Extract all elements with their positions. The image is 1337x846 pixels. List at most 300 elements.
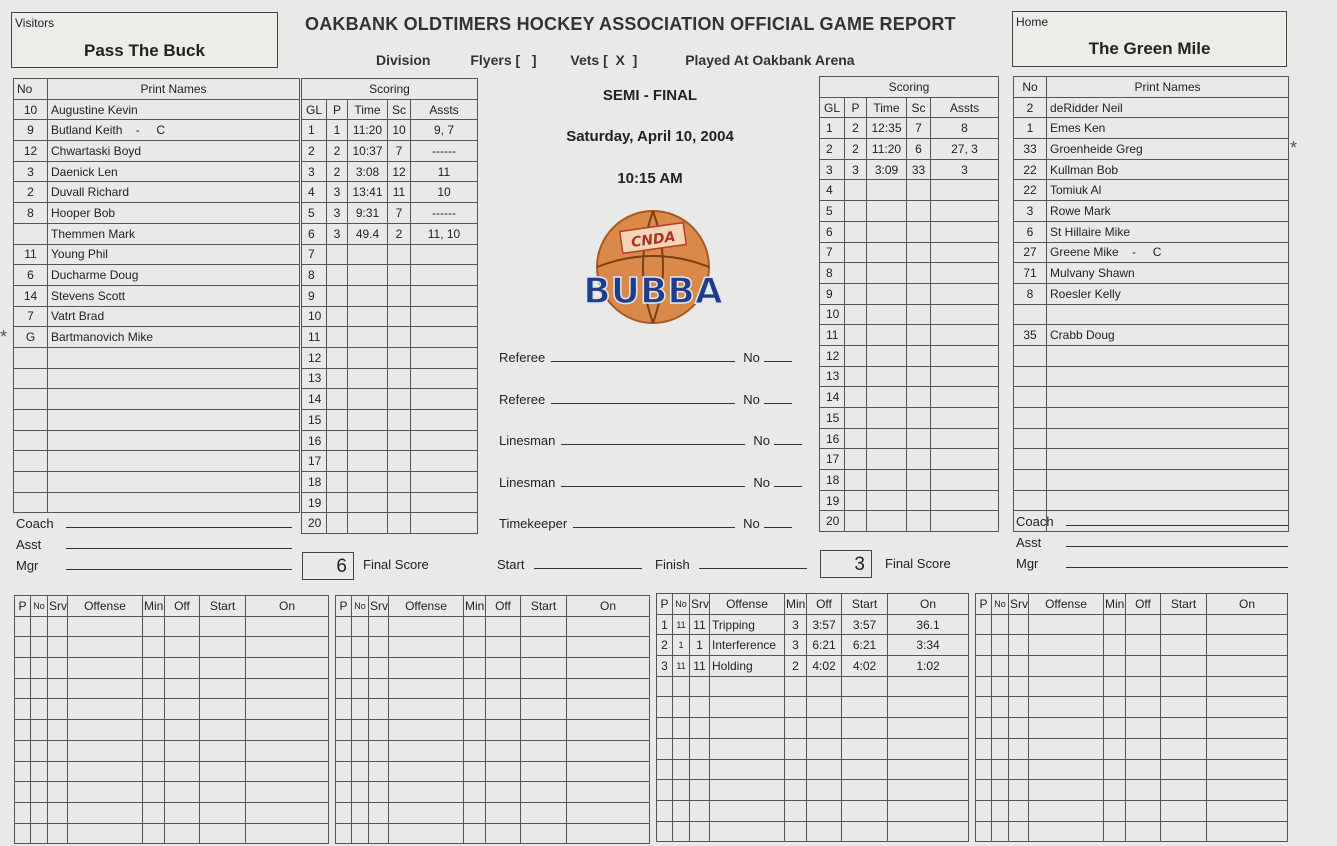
penalty-cell[interactable]	[657, 738, 673, 759]
penalty-cell[interactable]: 3	[657, 656, 673, 677]
player-number[interactable]	[14, 492, 48, 513]
scoring-cell[interactable]	[867, 345, 907, 366]
scoring-cell[interactable]: 2	[388, 223, 411, 244]
scoring-cell[interactable]	[867, 221, 907, 242]
penalty-cell[interactable]	[68, 782, 143, 803]
penalty-cell[interactable]	[48, 740, 68, 761]
penalty-cell[interactable]	[1207, 697, 1288, 718]
player-number[interactable]: 8	[1014, 283, 1047, 304]
penalty-cell[interactable]	[336, 740, 352, 761]
penalty-cell[interactable]	[1207, 821, 1288, 842]
penalty-cell[interactable]	[1161, 821, 1207, 842]
player-number[interactable]: 1	[1014, 118, 1047, 139]
staff-name-line[interactable]	[1066, 535, 1288, 547]
penalty-cell[interactable]: 11	[690, 614, 710, 635]
scoring-cell[interactable]: 3	[845, 159, 867, 180]
penalty-cell[interactable]	[690, 821, 710, 842]
penalty-cell[interactable]	[992, 676, 1009, 697]
penalty-cell[interactable]	[992, 614, 1009, 635]
scoring-cell[interactable]	[411, 410, 478, 431]
penalty-cell[interactable]	[1161, 738, 1207, 759]
penalty-cell[interactable]	[369, 720, 389, 741]
penalty-cell[interactable]	[15, 637, 31, 658]
scoring-cell[interactable]	[327, 306, 348, 327]
player-name[interactable]: Ducharme Doug	[48, 265, 300, 286]
penalty-cell[interactable]	[200, 678, 246, 699]
player-name[interactable]: Rowe Mark	[1047, 201, 1289, 222]
player-name[interactable]	[1047, 387, 1289, 408]
scoring-cell[interactable]: 1	[327, 120, 348, 141]
penalty-cell[interactable]	[842, 780, 888, 801]
scoring-cell[interactable]	[867, 387, 907, 408]
player-name[interactable]: St Hillaire Mike	[1047, 221, 1289, 242]
scoring-cell[interactable]	[867, 408, 907, 429]
penalty-cell[interactable]	[486, 802, 521, 823]
player-number[interactable]: 12	[14, 141, 48, 162]
penalty-cell[interactable]	[673, 800, 690, 821]
penalty-cell[interactable]	[1161, 614, 1207, 635]
penalty-cell[interactable]	[521, 782, 567, 803]
penalty-cell[interactable]: 3:34	[888, 635, 969, 656]
penalty-cell[interactable]	[389, 699, 464, 720]
scoring-cell[interactable]	[327, 347, 348, 368]
penalty-cell[interactable]	[992, 738, 1009, 759]
scoring-cell[interactable]	[845, 366, 867, 387]
player-number[interactable]: 3	[1014, 201, 1047, 222]
penalty-cell[interactable]	[976, 738, 992, 759]
penalty-cell[interactable]	[48, 761, 68, 782]
penalty-cell[interactable]	[486, 740, 521, 761]
penalty-cell[interactable]	[246, 823, 329, 844]
penalty-cell[interactable]: Interference	[710, 635, 785, 656]
scoring-cell[interactable]	[327, 492, 348, 513]
penalty-cell[interactable]	[68, 678, 143, 699]
penalty-cell[interactable]	[336, 699, 352, 720]
penalty-cell[interactable]	[1029, 800, 1104, 821]
penalty-cell[interactable]	[807, 676, 842, 697]
scoring-cell[interactable]	[867, 470, 907, 491]
penalty-cell[interactable]	[785, 697, 807, 718]
penalty-cell[interactable]	[369, 761, 389, 782]
penalty-cell[interactable]	[1126, 635, 1161, 656]
penalty-cell[interactable]	[165, 678, 200, 699]
penalty-cell[interactable]	[336, 678, 352, 699]
scoring-cell[interactable]	[388, 492, 411, 513]
staff-row[interactable]	[16, 558, 292, 573]
player-name[interactable]	[48, 410, 300, 431]
scoring-cell[interactable]	[931, 366, 999, 387]
penalty-cell[interactable]	[657, 676, 673, 697]
penalty-cell[interactable]	[352, 720, 369, 741]
penalty-cell[interactable]	[976, 697, 992, 718]
penalty-cell[interactable]	[15, 782, 31, 803]
penalty-cell[interactable]	[15, 740, 31, 761]
scoring-cell[interactable]	[907, 387, 931, 408]
scoring-cell[interactable]: 7	[388, 203, 411, 224]
penalty-cell[interactable]	[992, 800, 1009, 821]
scoring-cell[interactable]	[931, 345, 999, 366]
scoring-cell[interactable]	[411, 306, 478, 327]
penalty-cell[interactable]	[48, 616, 68, 637]
scoring-cell[interactable]	[931, 387, 999, 408]
scoring-cell[interactable]	[845, 408, 867, 429]
scoring-cell[interactable]: 11:20	[867, 139, 907, 160]
scoring-cell[interactable]	[388, 327, 411, 348]
scoring-cell[interactable]	[931, 325, 999, 346]
penalty-cell[interactable]	[200, 658, 246, 679]
scoring-cell[interactable]	[348, 430, 388, 451]
penalty-cell[interactable]	[521, 740, 567, 761]
scoring-cell[interactable]	[907, 490, 931, 511]
penalty-cell[interactable]: 1:02	[888, 656, 969, 677]
official-name-line[interactable]	[551, 392, 735, 404]
penalty-cell[interactable]	[389, 616, 464, 637]
penalty-cell[interactable]	[464, 699, 486, 720]
penalty-cell[interactable]	[246, 740, 329, 761]
scoring-cell[interactable]	[327, 244, 348, 265]
penalty-cell[interactable]	[567, 823, 650, 844]
penalty-cell[interactable]	[200, 740, 246, 761]
scoring-cell[interactable]	[411, 430, 478, 451]
scoring-cell[interactable]: 9:31	[348, 203, 388, 224]
player-number[interactable]: 9	[14, 120, 48, 141]
scoring-cell[interactable]	[388, 451, 411, 472]
scoring-cell[interactable]	[348, 244, 388, 265]
penalty-cell[interactable]	[31, 658, 48, 679]
penalty-cell[interactable]	[1009, 821, 1029, 842]
player-number[interactable]	[1014, 304, 1047, 325]
scoring-cell[interactable]: 2	[845, 118, 867, 139]
penalty-cell[interactable]	[48, 823, 68, 844]
penalty-cell[interactable]	[200, 802, 246, 823]
scoring-cell[interactable]: 8	[931, 118, 999, 139]
penalty-cell[interactable]	[165, 802, 200, 823]
penalty-cell[interactable]	[165, 616, 200, 637]
penalty-cell[interactable]	[15, 720, 31, 741]
player-name[interactable]: Roesler Kelly	[1047, 283, 1289, 304]
penalty-cell[interactable]	[31, 678, 48, 699]
penalty-cell[interactable]	[888, 780, 969, 801]
scoring-cell[interactable]: 7	[907, 118, 931, 139]
scoring-cell[interactable]	[411, 347, 478, 368]
scoring-cell[interactable]	[867, 325, 907, 346]
penalty-cell[interactable]	[389, 658, 464, 679]
staff-row[interactable]	[1016, 514, 1288, 529]
penalty-cell[interactable]	[1161, 780, 1207, 801]
penalty-cell[interactable]	[369, 740, 389, 761]
player-number[interactable]: 10	[14, 99, 48, 120]
penalty-cell[interactable]	[1104, 780, 1126, 801]
penalty-cell[interactable]	[1207, 800, 1288, 821]
scoring-cell[interactable]	[907, 201, 931, 222]
penalty-cell[interactable]	[31, 740, 48, 761]
penalty-cell[interactable]: 6:21	[842, 635, 888, 656]
penalty-cell[interactable]	[48, 658, 68, 679]
penalty-cell[interactable]: 11	[690, 656, 710, 677]
penalty-cell[interactable]	[1161, 656, 1207, 677]
penalty-cell[interactable]: 2	[785, 656, 807, 677]
penalty-cell[interactable]	[710, 780, 785, 801]
penalty-cell[interactable]	[842, 676, 888, 697]
penalty-cell[interactable]	[352, 823, 369, 844]
scoring-cell[interactable]	[845, 180, 867, 201]
penalty-cell[interactable]	[1207, 780, 1288, 801]
penalty-cell[interactable]	[690, 676, 710, 697]
penalty-cell[interactable]	[31, 699, 48, 720]
penalty-cell[interactable]	[1104, 738, 1126, 759]
penalty-cell[interactable]	[369, 616, 389, 637]
penalty-cell[interactable]	[68, 658, 143, 679]
penalty-cell[interactable]	[246, 761, 329, 782]
penalty-cell[interactable]	[464, 616, 486, 637]
penalty-cell[interactable]	[1104, 635, 1126, 656]
penalty-cell[interactable]	[48, 699, 68, 720]
scoring-cell[interactable]	[327, 327, 348, 348]
official-no-line[interactable]	[764, 516, 792, 528]
penalty-cell[interactable]	[1009, 697, 1029, 718]
scoring-cell[interactable]	[411, 368, 478, 389]
player-number[interactable]	[1014, 408, 1047, 429]
scoring-cell[interactable]	[411, 492, 478, 513]
scoring-cell[interactable]	[907, 345, 931, 366]
penalty-cell[interactable]	[31, 720, 48, 741]
penalty-cell[interactable]	[1161, 759, 1207, 780]
scoring-cell[interactable]: 11	[411, 161, 478, 182]
penalty-cell[interactable]	[48, 782, 68, 803]
scoring-cell[interactable]	[845, 263, 867, 284]
penalty-cell[interactable]	[31, 637, 48, 658]
scoring-cell[interactable]	[931, 201, 999, 222]
scoring-cell[interactable]	[867, 428, 907, 449]
penalty-cell[interactable]	[807, 738, 842, 759]
player-name[interactable]	[1047, 366, 1289, 387]
penalty-cell[interactable]	[200, 699, 246, 720]
penalty-cell[interactable]	[336, 761, 352, 782]
scoring-cell[interactable]	[411, 265, 478, 286]
scoring-cell[interactable]	[388, 306, 411, 327]
penalty-cell[interactable]	[464, 802, 486, 823]
penalty-cell[interactable]	[1029, 635, 1104, 656]
scoring-cell[interactable]	[327, 410, 348, 431]
player-name[interactable]	[1047, 428, 1289, 449]
scoring-cell[interactable]	[931, 221, 999, 242]
penalty-cell[interactable]	[567, 699, 650, 720]
penalty-cell[interactable]	[567, 720, 650, 741]
scoring-cell[interactable]	[348, 265, 388, 286]
penalty-cell[interactable]	[1009, 614, 1029, 635]
penalty-cell[interactable]	[888, 759, 969, 780]
penalty-cell[interactable]	[710, 738, 785, 759]
start-field[interactable]	[497, 557, 642, 572]
scoring-cell[interactable]	[845, 283, 867, 304]
player-number[interactable]: 22	[1014, 180, 1047, 201]
penalty-cell[interactable]	[486, 616, 521, 637]
penalty-cell[interactable]	[389, 678, 464, 699]
scoring-cell[interactable]	[867, 490, 907, 511]
penalty-cell[interactable]	[143, 720, 165, 741]
penalty-cell[interactable]	[521, 616, 567, 637]
scoring-cell[interactable]	[867, 511, 907, 532]
penalty-cell[interactable]	[1104, 656, 1126, 677]
scoring-cell[interactable]	[845, 490, 867, 511]
penalty-cell[interactable]	[143, 637, 165, 658]
penalty-cell[interactable]	[1126, 800, 1161, 821]
penalty-cell[interactable]	[143, 658, 165, 679]
penalty-cell[interactable]	[1126, 656, 1161, 677]
scoring-cell[interactable]	[348, 472, 388, 493]
penalty-cell[interactable]	[1104, 718, 1126, 739]
penalty-cell[interactable]	[807, 821, 842, 842]
penalty-cell[interactable]	[352, 637, 369, 658]
player-name[interactable]: Emes Ken	[1047, 118, 1289, 139]
scoring-cell[interactable]	[388, 244, 411, 265]
penalty-cell[interactable]	[352, 802, 369, 823]
penalty-cell[interactable]: 11	[673, 614, 690, 635]
penalty-cell[interactable]	[165, 740, 200, 761]
scoring-cell[interactable]	[411, 285, 478, 306]
penalty-cell[interactable]: 6:21	[807, 635, 842, 656]
scoring-cell[interactable]	[348, 492, 388, 513]
staff-row[interactable]	[16, 537, 292, 552]
penalty-cell[interactable]	[464, 823, 486, 844]
scoring-cell[interactable]	[931, 449, 999, 470]
penalty-cell[interactable]	[1029, 780, 1104, 801]
scoring-cell[interactable]	[907, 180, 931, 201]
penalty-cell[interactable]	[1009, 656, 1029, 677]
penalty-cell[interactable]	[710, 697, 785, 718]
penalty-cell[interactable]	[785, 800, 807, 821]
penalty-cell[interactable]	[486, 720, 521, 741]
player-number[interactable]	[1014, 387, 1047, 408]
player-number[interactable]	[14, 430, 48, 451]
penalty-cell[interactable]	[68, 802, 143, 823]
penalty-cell[interactable]	[567, 658, 650, 679]
scoring-cell[interactable]: 3:08	[348, 161, 388, 182]
penalty-cell[interactable]	[567, 678, 650, 699]
penalty-cell[interactable]	[68, 616, 143, 637]
penalty-cell[interactable]	[1029, 614, 1104, 635]
scoring-cell[interactable]	[327, 451, 348, 472]
player-name[interactable]: Crabb Doug	[1047, 325, 1289, 346]
scoring-cell[interactable]	[348, 410, 388, 431]
scoring-cell[interactable]	[327, 430, 348, 451]
penalty-cell[interactable]	[567, 782, 650, 803]
player-name[interactable]: Themmen Mark	[48, 223, 300, 244]
penalty-cell[interactable]: 1	[673, 635, 690, 656]
player-number[interactable]: 14	[14, 285, 48, 306]
penalty-cell[interactable]	[673, 676, 690, 697]
scoring-cell[interactable]: 7	[388, 141, 411, 162]
scoring-cell[interactable]	[845, 221, 867, 242]
penalty-cell[interactable]	[1029, 759, 1104, 780]
penalty-cell[interactable]	[200, 637, 246, 658]
scoring-cell[interactable]: ------	[411, 203, 478, 224]
penalty-cell[interactable]	[842, 738, 888, 759]
scoring-cell[interactable]	[388, 347, 411, 368]
penalty-cell[interactable]	[567, 616, 650, 637]
scoring-cell[interactable]	[327, 368, 348, 389]
official-no-line[interactable]	[764, 392, 792, 404]
scoring-cell[interactable]	[931, 470, 999, 491]
scoring-cell[interactable]	[845, 325, 867, 346]
penalty-cell[interactable]	[246, 699, 329, 720]
scoring-cell[interactable]	[907, 428, 931, 449]
scoring-cell[interactable]	[411, 244, 478, 265]
penalty-cell[interactable]	[1029, 738, 1104, 759]
scoring-cell[interactable]: 11	[388, 182, 411, 203]
penalty-cell[interactable]	[336, 823, 352, 844]
penalty-cell[interactable]	[567, 740, 650, 761]
penalty-cell[interactable]	[657, 780, 673, 801]
scoring-cell[interactable]: ------	[411, 141, 478, 162]
penalty-cell[interactable]	[1009, 738, 1029, 759]
staff-name-line[interactable]	[66, 558, 292, 570]
player-name[interactable]	[48, 472, 300, 493]
penalty-cell[interactable]	[888, 697, 969, 718]
penalty-cell[interactable]	[842, 697, 888, 718]
penalty-cell[interactable]	[807, 697, 842, 718]
penalty-cell[interactable]	[888, 718, 969, 739]
penalty-cell[interactable]	[246, 616, 329, 637]
official-row[interactable]	[499, 350, 792, 365]
penalty-cell[interactable]	[888, 821, 969, 842]
penalty-cell[interactable]	[1126, 738, 1161, 759]
penalty-cell[interactable]	[992, 718, 1009, 739]
penalty-cell[interactable]	[48, 678, 68, 699]
scoring-cell[interactable]: 9, 7	[411, 120, 478, 141]
penalty-cell[interactable]	[673, 697, 690, 718]
penalty-cell[interactable]	[336, 616, 352, 637]
penalty-cell[interactable]	[521, 658, 567, 679]
scoring-cell[interactable]	[348, 285, 388, 306]
penalty-cell[interactable]	[68, 637, 143, 658]
penalty-cell[interactable]	[48, 637, 68, 658]
scoring-cell[interactable]: 2	[845, 139, 867, 160]
finish-field[interactable]	[655, 557, 807, 572]
penalty-cell[interactable]	[464, 761, 486, 782]
penalty-cell[interactable]	[336, 658, 352, 679]
scoring-cell[interactable]	[931, 283, 999, 304]
penalty-cell[interactable]	[246, 637, 329, 658]
player-name[interactable]	[1047, 490, 1289, 511]
penalty-cell[interactable]	[389, 782, 464, 803]
player-name[interactable]	[48, 492, 300, 513]
staff-name-line[interactable]	[66, 537, 292, 549]
penalty-cell[interactable]	[464, 720, 486, 741]
penalty-cell[interactable]: 36.1	[888, 614, 969, 635]
penalty-cell[interactable]	[976, 821, 992, 842]
staff-name-line[interactable]	[66, 516, 292, 528]
penalty-cell[interactable]: 1	[690, 635, 710, 656]
penalty-cell[interactable]	[710, 821, 785, 842]
penalty-cell[interactable]	[567, 802, 650, 823]
penalty-cell[interactable]	[486, 761, 521, 782]
penalty-cell[interactable]	[976, 759, 992, 780]
scoring-cell[interactable]: 6	[907, 139, 931, 160]
penalty-cell[interactable]	[486, 823, 521, 844]
scoring-cell[interactable]	[931, 242, 999, 263]
scoring-cell[interactable]	[388, 389, 411, 410]
scoring-cell[interactable]	[845, 345, 867, 366]
scoring-cell[interactable]	[907, 304, 931, 325]
penalty-cell[interactable]	[352, 699, 369, 720]
penalty-cell[interactable]	[486, 782, 521, 803]
penalty-cell[interactable]	[200, 616, 246, 637]
penalty-cell[interactable]	[15, 823, 31, 844]
scoring-cell[interactable]	[907, 449, 931, 470]
scoring-cell[interactable]	[931, 304, 999, 325]
penalty-cell[interactable]	[68, 740, 143, 761]
